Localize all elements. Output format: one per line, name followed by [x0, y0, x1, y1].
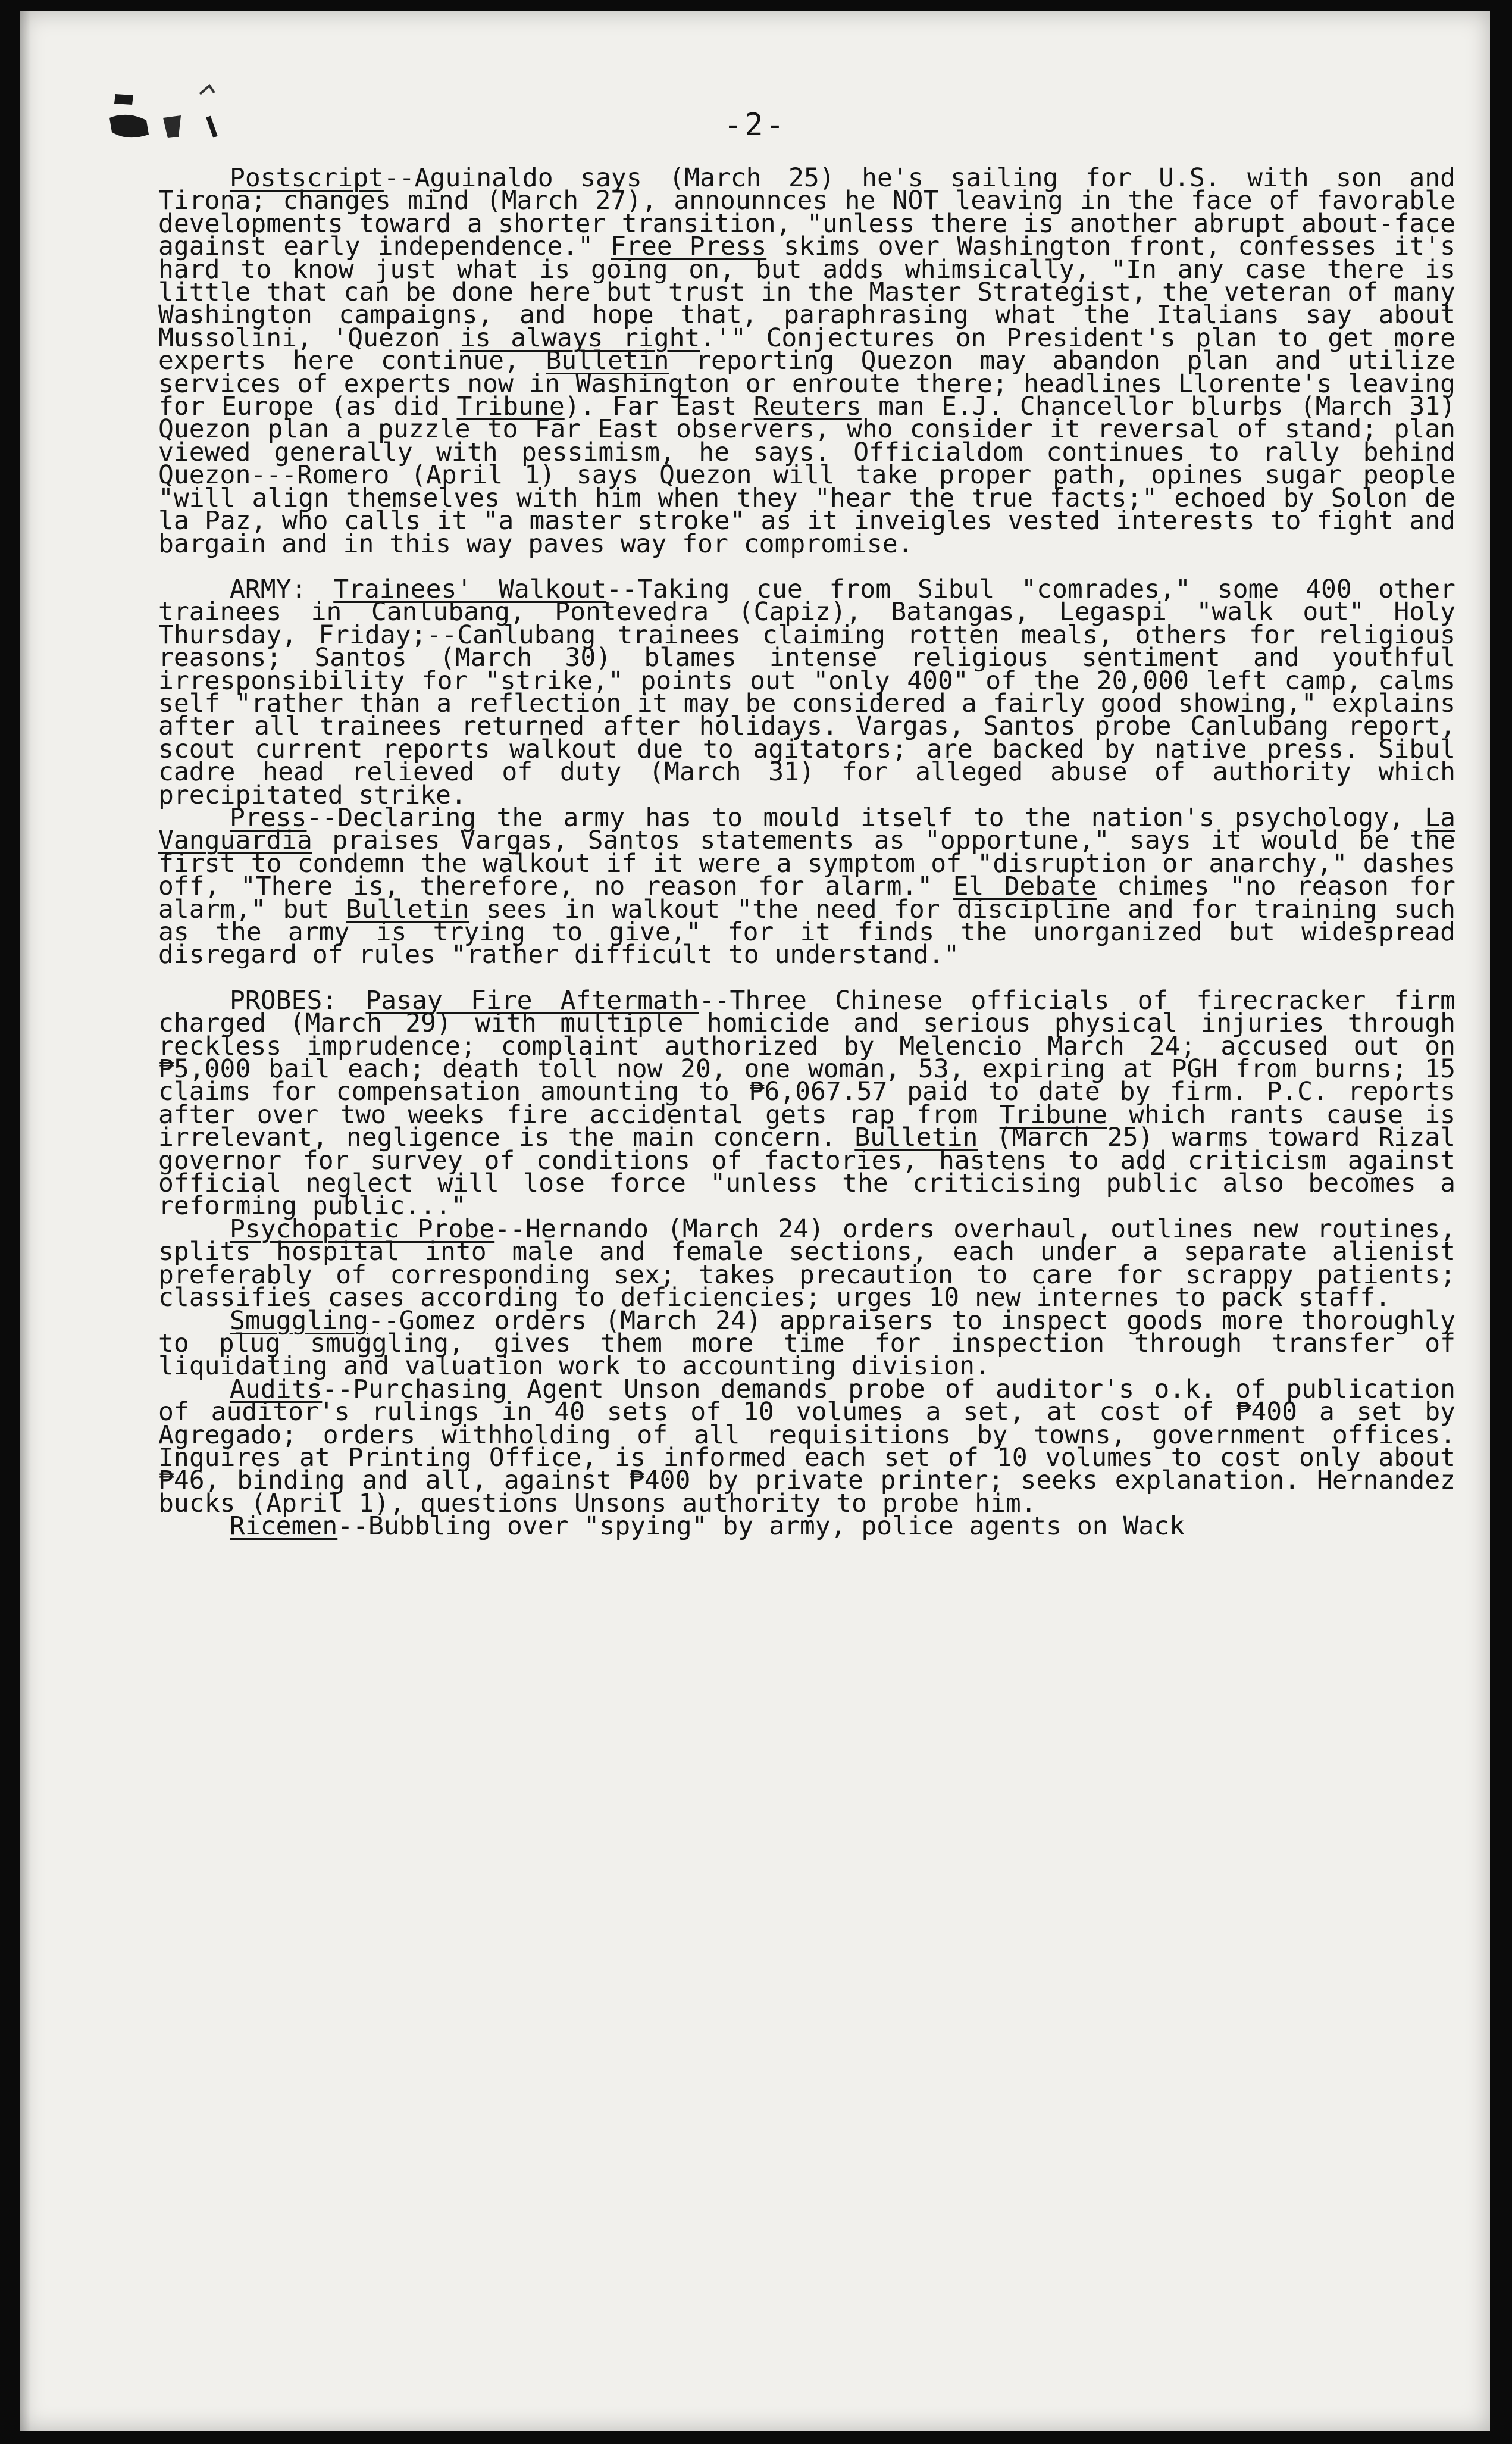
paragraph-probes-ricemen	[158, 1511, 1455, 1542]
text-segment: --Bubbling over "spying" by army, police agents on Wack	[337, 1511, 1185, 1542]
text-segment: --Three Chinese officials of firecracker firm charged (March 29) with multiple homicide and serious physical injuries through reckless imprudence; complaint authorized by Melencio March 24; accused out on ₱5,000 bail each; death toll now 20, one woman, 53, expiring at PGH from burns; 15 claims for compensation amounting to ₱6,067.57 paid to date by firm. P.C. reports after over two weeks fire accidental gets rap from	[158, 985, 1456, 1130]
left-edge-shadow	[20, 11, 31, 2431]
paragraph-postscript	[158, 163, 1456, 559]
paragraph-probes-psychopatic	[158, 1214, 1455, 1313]
underlined-term: Bulletin	[546, 346, 669, 376]
text-segment: skims over Washington front, confesses it's hard to know just what is going on, but adds whimsically, "In any case there is little that can be done here but trust in the Master Strategist, the veteran of many Washington campaigns, and hope that, paraphrasing what the Italians say about Mussolini, 'Quezon	[158, 232, 1455, 353]
text-segment: reporting Quezon may abandon plan and utilize services of experts now in Washington or enroute there; headlines Llorente's leaving for Europe (as did	[158, 346, 1456, 422]
underlined-term: Psychopatic Probe	[230, 1214, 495, 1244]
underlined-term: Reuters	[753, 392, 862, 422]
underlined-term: Audits	[230, 1374, 323, 1404]
paragraph-army-press	[158, 802, 1455, 970]
text-segment: (March 25) warms toward Rizal governor for survey of conditions of factories, hastens to add criticism against official neglect will lose force "unless the criticising public also becomes a reforming public..."	[158, 1123, 1455, 1221]
text-segment: .'" Conjectures on President's plan to get more experts here continue,	[158, 323, 1455, 376]
document-page	[20, 11, 1490, 2431]
text-segment: --Aguinaldo says (March 25) he's sailing for U.S. with son and Tirona; changes mind (March 27), announnces he NOT leaving in the face of favorable developments toward a shorter transition, "unless there is another abrupt about-face against early independence."	[158, 163, 1455, 262]
text-segment: which rants cause is irrelevant, negligence is the main concern.	[158, 1099, 1455, 1153]
text-segment: --Taking cue from Sibul "comrades," some 400 other trainees in Canlubang, Pontevedra (Capiz), Batangas, Legaspi "walk out" Holy Thursday, Friday;--Canlubang trainees claiming rotten meals, others for religious reasons; Santos (March 30) blames intense religious sentiment and youthful irresponsibility for "strike," points out "only 400" of the 20,000 left camp, calms self "rather than a reflection it may be considered a fairly good showing," explains after all trainees returned after holidays. Vargas, Santos probe Canlubang report, scout current reports walkout due to agitators; are backed by native press. Sibul cadre head relieved of duty (March 31) for alleged abuse of authority which precipitated strike.	[158, 574, 1455, 810]
text-segment: praises Vargas, Santos statements as "opportune," says it would be the first to condemn the walkout if it were a symptom of "disruption or anarchy," dashes off, "There is, therefore, no reason for alarm."	[158, 826, 1455, 902]
underlined-term: Press	[230, 802, 307, 833]
underlined-term: is always right	[459, 323, 700, 353]
text-segment: chimes "no reason for alarm," but	[158, 871, 1455, 924]
text-segment: ARMY:	[230, 574, 334, 604]
underlined-term: La Vanguardia	[158, 802, 1455, 856]
paragraph-probes-smuggling	[158, 1305, 1455, 1382]
text-segment: --Gomez orders (March 24) appraisers to inspect goods more thoroughly to plug smuggling, gives them more time for inspection through transfer of liquidating and valuation work to accounting division.	[158, 1305, 1455, 1382]
underlined-term: Smuggling	[230, 1305, 368, 1336]
underlined-term: Tribune	[999, 1099, 1107, 1130]
underlined-term: Bulletin	[346, 894, 469, 924]
paragraph-army-walkout	[158, 574, 1455, 810]
text-segment: man E.J. Chancellor blurbs (March 31) Quezon plan a puzzle to Far East observers, who consider it reversal of stand; plan viewed generally with pessimism, he says. Officialdom continues to rally behind Quezon---Romero (April 1) says Quezon will take proper path, opines sugar people "will align themselves with him when they "hear the true facts;" echoed by Solon de la Paz, who calls it "a master stroke" as it inveigles vested interests to fight and bargain and in this way paves way for compromise.	[158, 392, 1455, 559]
paragraph-probes-audits	[158, 1374, 1455, 1518]
underlined-term: Ricemen	[230, 1511, 338, 1542]
underlined-term: Trainees' Walkout	[333, 574, 607, 604]
text-segment: PROBES:	[230, 985, 366, 1015]
text-segment: --Hernando (March 24) orders overhaul, outlines new routines, splits hospital into male and female sections, each under a separate alienist preferably of corresponding sex; takes precaution to care for scrappy patients; classifies cases according to deficiencies; urges 10 new internes to pack staff.	[158, 1214, 1455, 1313]
underlined-term: El Debate	[953, 871, 1097, 902]
underlined-term: Tribune	[456, 392, 565, 422]
text-segment: ). Far East	[564, 392, 754, 422]
text-segment: --Declaring the army has to mould itself to the nation's psychology,	[306, 802, 1425, 833]
underlined-term: Free Press	[611, 232, 767, 262]
underlined-term: Postscript	[230, 163, 384, 193]
body-text	[158, 163, 1456, 1542]
underlined-term: Bulletin	[854, 1123, 978, 1153]
page-number: -2-	[724, 107, 787, 143]
text-segment: sees in walkout "the need for discipline and for training such as the army is trying to give," for it finds the unorganized but widespread disregard of rules "rather difficult to understand."	[158, 894, 1455, 970]
paragraph-probes-pasay	[158, 985, 1456, 1221]
underlined-term: Pasay Fire Aftermath	[365, 985, 699, 1015]
text-segment: --Purchasing Agent Unson demands probe of auditor's o.k. of publication of auditor's rulings in 40 sets of 10 volumes a set, at cost of ₱400 a set by Agregado; orders withholding of all requisitions by towns, government offices. Inquires at Printing Office, is informed each set of 10 volumes to cost only about ₱46, binding and all, against ₱400 by private printer; seeks explanation. Hernandez bucks (April 1), questions Unsons authority to probe him.	[158, 1374, 1455, 1518]
